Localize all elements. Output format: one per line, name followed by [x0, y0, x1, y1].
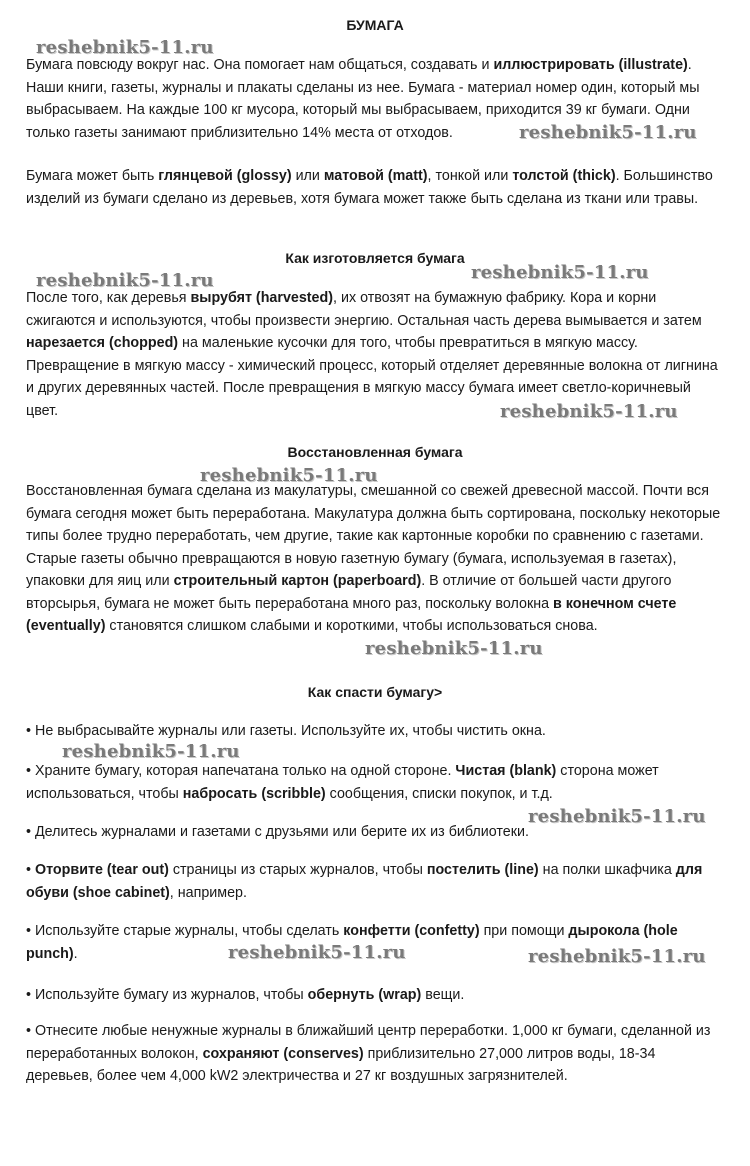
- term-illustrate: иллюстрировать (illustrate): [493, 57, 688, 73]
- section-heading-how-made: Как изготовляется бумага: [285, 250, 465, 266]
- term-conserves: сохраняют (conserves): [202, 1045, 364, 1062]
- text: Используйте бумагу из журналов, чтобы: [31, 987, 308, 1003]
- term-shoe-cabinet: для обуви (shoe cabinet): [26, 862, 703, 901]
- text: на полки шкафчика: [538, 862, 676, 878]
- watermark: reshebnik5-11.ru: [62, 741, 240, 762]
- text: Отнесите любые ненужные журналы в ближайший центр переработки. 1,000 кг бумаги, сделанной из переработанных волокон,: [26, 1023, 711, 1062]
- list-item-tip-4: [26, 859, 726, 904]
- text: , тонкой или: [427, 168, 513, 184]
- term-confetty: конфетти (confetty): [343, 923, 480, 939]
- watermark: reshebnik5-11.ru: [36, 37, 214, 58]
- term-thick: толстой (thick): [512, 168, 616, 184]
- term-hole-punch: дырокола (hole punch): [26, 923, 678, 962]
- term-blank: Чистая (blank): [455, 763, 557, 779]
- list-item-tip-1: [26, 720, 726, 743]
- text: становятся слишком слабыми и короткими, чтобы использоваться снова.: [105, 618, 598, 634]
- text: Используйте старые журналы, чтобы сделать: [31, 923, 344, 939]
- term-tear-out: Оторвите (tear out): [35, 862, 169, 878]
- text: Восстановленная бумага сделана из макулатуры, смешанной со свежей древесной массой. Почти вся бумага сегодня может быть переработана. Макулатура должна быть сортирована, поскольку некоторые типы более трудно переработать, чем другие, такие как картонные коробки по сравнению с газетами. Старые газеты обычно превращаются в новую газетную бумагу (бумага, используемая в газетах), упаковки для яиц или: [26, 483, 721, 589]
- section-heading-recycled: Восстановленная бумага: [287, 444, 463, 460]
- text: сторона может использоваться, чтобы: [26, 763, 659, 802]
- watermark: reshebnik5-11.ru: [365, 638, 543, 659]
- section-heading-save-paper: Как спасти бумагу>: [307, 684, 443, 700]
- list-item-tip-7: [26, 1020, 726, 1088]
- term-matt: матовой (matt): [323, 168, 428, 184]
- paragraph-types: [26, 165, 726, 210]
- text: сообщения, списки покупок, и т.д.: [325, 785, 553, 802]
- term-chopped: нарезается (chopped): [26, 335, 179, 351]
- bullet: •: [26, 763, 32, 779]
- list-item-tip-6: [26, 984, 726, 1007]
- term-scribble: набросать (scribble): [182, 785, 326, 802]
- bullet: •: [26, 862, 32, 878]
- text: . Большинство изделий из бумаги сделано из деревьев, хотя бумага может также быть сделана из ткани или травы.: [26, 168, 713, 207]
- text: на маленькие кусочки для того, чтобы превратиться в мягкую массу. Превращение в мягкую массу - химический процесс, который отделяет деревянные волокна от лигнина и других деревянных частей. После превращения в мягкую массу бумага имеет светло-коричневый цвет.: [26, 335, 718, 419]
- text: Бумага повсюду вокруг нас. Она помогает нам общаться, создавать и: [26, 57, 494, 73]
- watermark: reshebnik5-11.ru: [528, 806, 706, 827]
- list-item-tip-2: [26, 760, 726, 805]
- bullet: •: [26, 723, 32, 739]
- watermark: reshebnik5-11.ru: [36, 270, 214, 291]
- term-eventually: в конечном счете (eventually): [26, 595, 677, 634]
- text: при помощи: [479, 923, 569, 939]
- text: или: [291, 168, 324, 184]
- text: После того, как деревья: [26, 290, 191, 306]
- watermark: reshebnik5-11.ru: [200, 465, 378, 486]
- term-paperboard: строительный картон (paperboard): [173, 573, 422, 589]
- text: вещи.: [421, 987, 465, 1003]
- term-glossy: глянцевой (glossy): [158, 168, 292, 184]
- watermark: reshebnik5-11.ru: [500, 401, 678, 422]
- text: . Наши книги, газеты, журналы и плакаты сделаны из нее. Бумага - материал номер один, который мы выбрасываем. На каждые 100 кг мусора, который мы выбрасываем, приходится 39 кг бумаги. Одни только газеты занимают приблизительно 14% места от отходов.: [26, 57, 700, 141]
- bullet: •: [26, 923, 32, 939]
- term-harvested: вырубят (harvested): [190, 290, 334, 306]
- bullet: •: [26, 1023, 32, 1039]
- text: , их отвозят на бумажную фабрику. Кора и корни сжигаются и используются, чтобы произвести энергию. Остальная часть дерева вымывается и затем: [26, 290, 702, 329]
- text: . В отличие от большей части другого вторсырья, бумага не может быть переработана много раз, поскольку волокна: [26, 573, 672, 612]
- bullet: •: [26, 987, 32, 1003]
- page-title: БУМАГА: [346, 17, 404, 33]
- text: Бумага может быть: [26, 168, 159, 184]
- text: страницы из старых журналов, чтобы: [168, 862, 427, 878]
- watermark: reshebnik5-11.ru: [471, 262, 649, 283]
- text: .: [73, 945, 78, 962]
- watermark: reshebnik5-11.ru: [228, 942, 406, 963]
- watermark: reshebnik5-11.ru: [528, 946, 706, 967]
- term-line: постелить (line): [426, 862, 539, 878]
- term-wrap: обернуть (wrap): [307, 987, 422, 1003]
- text: , например.: [169, 884, 247, 901]
- bullet: •: [26, 824, 32, 840]
- text: Храните бумагу, которая напечатана только на одной стороне.: [31, 763, 456, 779]
- text: Делитесь журналами и газетами с друзьями или берите их из библиотеки.: [31, 824, 529, 840]
- text: приблизительно 27,000 литров воды, 18-34 деревьев, более чем 4,000 kW2 электричества и 27 кг воздушных загрязнителей.: [26, 1045, 656, 1084]
- watermark: reshebnik5-11.ru: [519, 122, 697, 143]
- text: Не выбрасывайте журналы или газеты. Используйте их, чтобы чистить окна.: [31, 723, 546, 739]
- paragraph-recycled: [26, 480, 726, 638]
